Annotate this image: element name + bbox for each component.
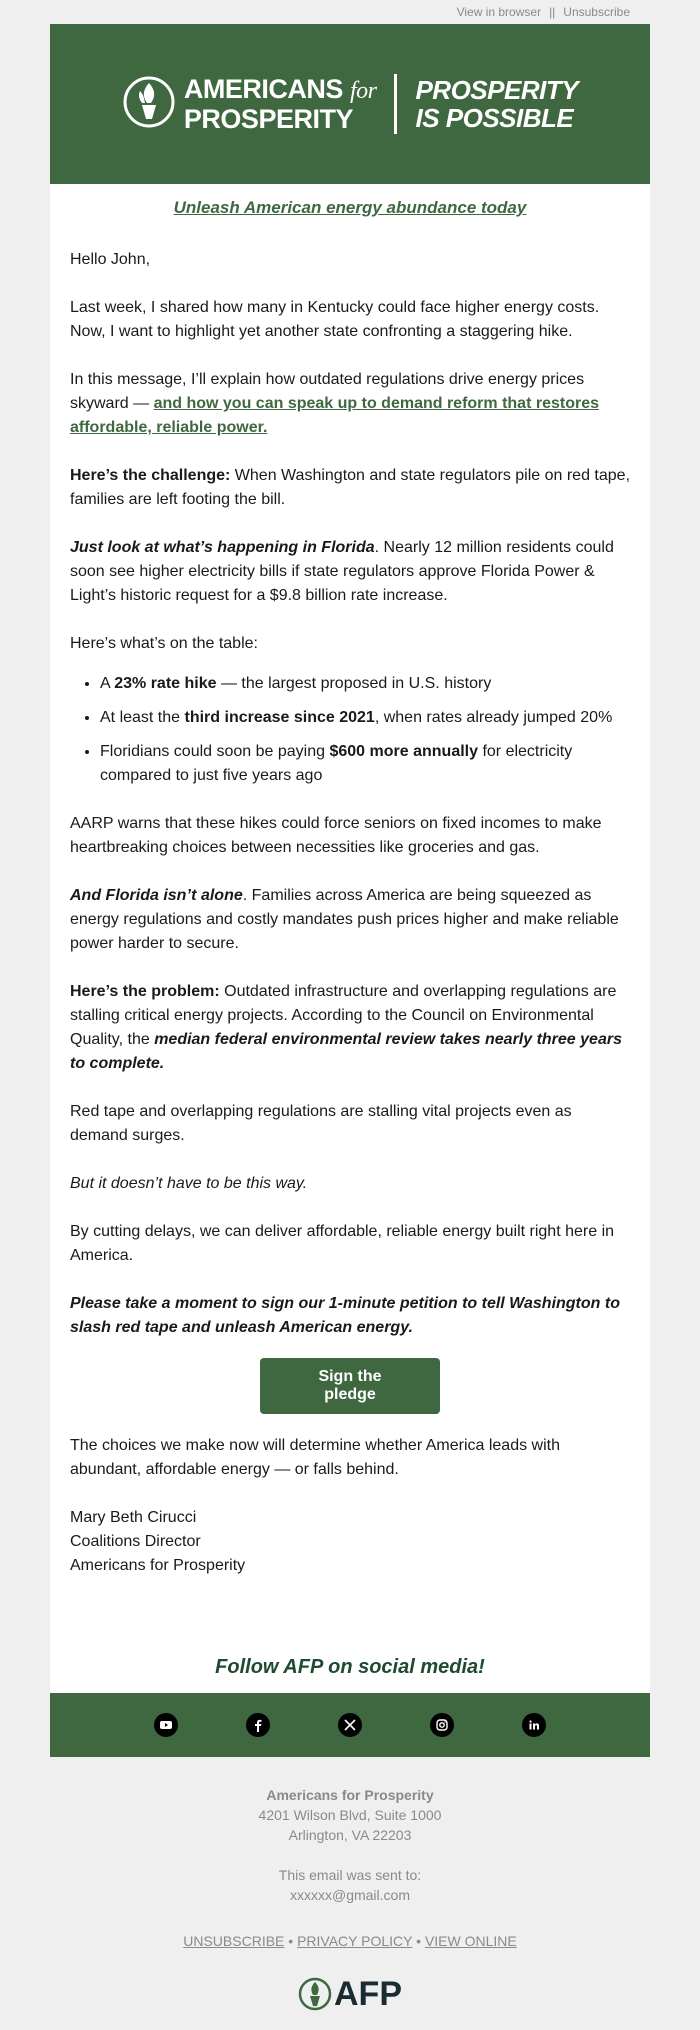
signature-title: Coalitions Director <box>70 1533 201 1550</box>
list-item: • Floridians could soon be paying $600 more annually for electricity compared to just five years ago <box>100 740 630 788</box>
footer-sent-to-label: This email was sent to: <box>278 1867 422 1883</box>
facebook-icon[interactable] <box>246 1713 270 1737</box>
paragraph-regulations: In this message, I’ll explain how outdated regulations drive energy prices skyward — and how you can speak up to demand reform that restores affordable, reliable power. <box>70 371 599 436</box>
paragraph-problem: Here’s the problem: Outdated infrastructure and overlapping regulations are stalling critical energy projects. According to the Council on Environmental Quality, the median federal environmental review takes nearly three years to complete. <box>70 983 622 1072</box>
footer-address-line1: 4201 Wilson Blvd, Suite 1000 <box>258 1807 442 1823</box>
footer-link-separator: • <box>288 1933 294 1949</box>
headline-link[interactable]: Unleash American energy abundance today <box>173 198 527 217</box>
sign-the-pledge-button[interactable]: Sign the pledge <box>260 1358 440 1414</box>
footer-unsubscribe-link[interactable]: UNSUBSCRIBE <box>183 1933 285 1949</box>
follow-heading: Follow AFP on social media! <box>215 1656 485 1678</box>
paragraph-challenge: Here’s the challenge: When Washington and state regulators pile on red tape, families are left footing the bill. <box>70 467 631 508</box>
paragraph-petition: Please take a moment to sign our 1-minute petition to tell Washington to slash red tape and unleash American energy. <box>70 1295 620 1336</box>
email-card <box>50 24 650 1757</box>
footer-link-separator: • <box>416 1933 422 1949</box>
paragraph-not-this-way: But it doesn’t have to be this way. <box>70 1175 308 1192</box>
email-body <box>50 184 650 1578</box>
footer-afp-wordmark: AFP <box>334 1975 402 2013</box>
afp-logo[interactable] <box>122 75 377 134</box>
preheader-separator: || <box>549 5 556 19</box>
paragraph-kentucky: Last week, I shared how many in Kentucky could face higher energy costs. Now, I want to highlight yet another state confronting a staggering hike. <box>70 299 600 340</box>
footer-links <box>0 1931 700 1951</box>
torch-icon <box>298 1977 332 2011</box>
rate-hike-list <box>100 672 630 788</box>
preheader-bar <box>0 0 700 24</box>
torch-icon <box>122 75 176 134</box>
logo-divider <box>394 74 397 134</box>
instagram-icon[interactable] <box>430 1713 454 1737</box>
footer-afp-logo <box>0 1977 700 2011</box>
list-item: • At least the third increase since 2021, when rates already jumped 20% <box>100 706 630 730</box>
signature-org: Americans for Prosperity <box>70 1557 246 1574</box>
unsubscribe-top-link[interactable]: Unsubscribe <box>563 5 630 19</box>
greeting: Hello John, <box>70 251 151 268</box>
afp-wordmark: AMERICANS for PROSPERITY <box>183 74 377 134</box>
signature-name: Mary Beth Cirucci <box>70 1509 197 1526</box>
footer-recipient-email: xxxxxx@gmail.com <box>289 1887 410 1903</box>
signature-block <box>70 1506 630 1578</box>
cta-wrapper <box>70 1358 630 1414</box>
paragraph-not-alone: And Florida isn’t alone. Families across America are being squeezed as energy regulations and costly mandates push prices higher and make reliable power harder to secure. <box>70 887 619 952</box>
x-icon[interactable] <box>338 1713 362 1737</box>
linkedin-icon[interactable] <box>522 1713 546 1737</box>
paragraph-florida: Just look at what’s happening in Florida. Nearly 12 million residents could soon see higher electricity bills if state regulators approve Florida Power & Light’s historic request for a $9.8 billion rate increase. <box>70 539 614 604</box>
youtube-icon[interactable] <box>154 1713 178 1737</box>
view-in-browser-link[interactable]: View in browser <box>456 5 542 19</box>
footer-view-online-link[interactable]: VIEW ONLINE <box>424 1933 517 1949</box>
speak-up-link[interactable]: and how you can speak up to demand reform that restores affordable, reliable power. <box>70 395 599 436</box>
footer-org-name: Americans for Prosperity <box>266 1787 434 1803</box>
paragraph-choices: The choices we make now will determine whether America leads with abundant, affordable energy — or falls behind. <box>70 1437 560 1478</box>
email-header-banner <box>50 24 650 184</box>
footer-address-line2: Arlington, VA 22203 <box>288 1827 412 1843</box>
list-item: • A 23% rate hike — the largest proposed in U.S. history <box>100 672 630 696</box>
paragraph-table-intro: Here’s what’s on the table: <box>70 635 258 652</box>
email-footer <box>0 1757 700 2011</box>
paragraph-red-tape: Red tape and overlapping regulations are stalling vital projects even as demand surges. <box>70 1103 572 1144</box>
paragraph-cutting-delays: By cutting delays, we can deliver affordable, reliable energy built right here in America. <box>70 1223 615 1264</box>
prosperity-is-possible-tagline: PROSPERITY IS POSSIBLE <box>415 75 579 133</box>
footer-privacy-policy-link[interactable]: PRIVACY POLICY <box>297 1933 413 1949</box>
social-bar <box>50 1693 650 1757</box>
paragraph-aarp: AARP warns that these hikes could force seniors on fixed incomes to make heartbreaking choices between necessities like groceries and gas. <box>70 815 602 856</box>
